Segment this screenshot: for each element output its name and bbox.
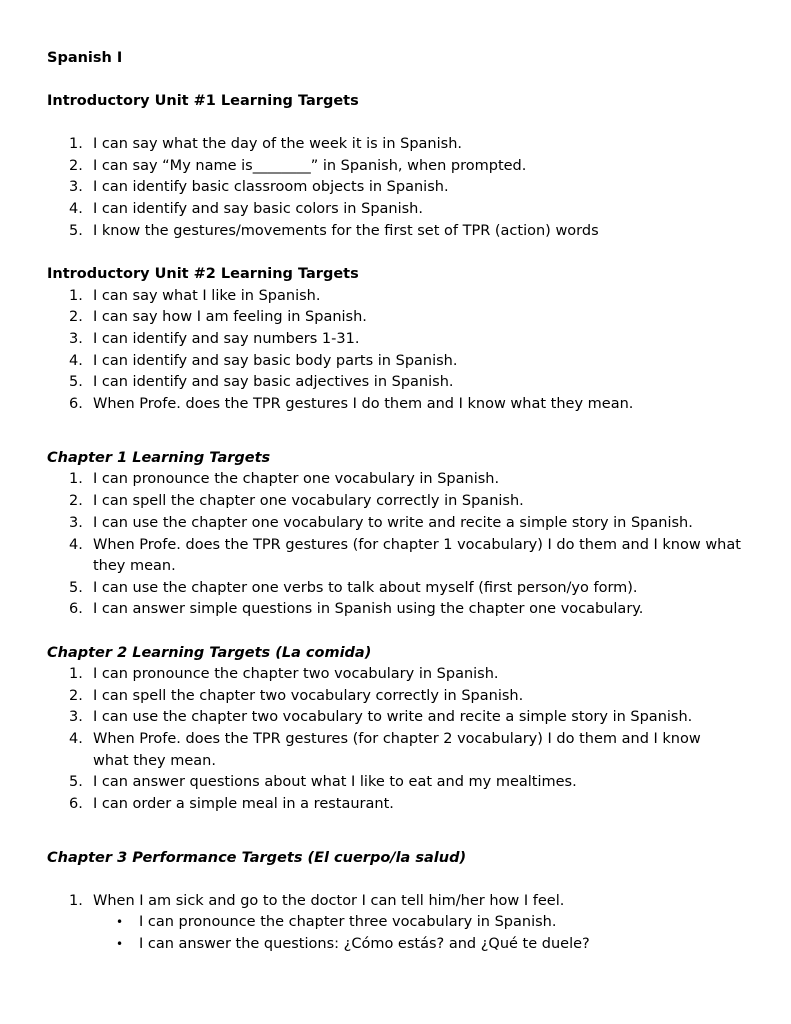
section-heading-chapter-3: Chapter 3 Performance Targets (El cuerpo/la salud) [47,850,467,866]
list-item-continuation: they mean. [93,558,176,574]
list-number: 3. [69,179,83,195]
bullet-dot: • [116,937,124,951]
list-item: I can identify and say basic adjectives in Spanish. [93,374,454,390]
list-number: 1. [69,136,83,152]
list-number: 6. [69,601,83,617]
list-item: I know the gestures/movements for the first set of TPR (action) words [93,223,599,239]
list-item: When Profe. does the TPR gestures I do them and I know what they mean. [93,396,634,412]
list-item: I can identify and say basic body parts in Spanish. [93,353,458,369]
bullet-dot: • [116,915,124,929]
list-number: 1. [69,666,83,682]
list-number: 3. [69,515,83,531]
list-number: 1. [69,471,83,487]
list-item: I can pronounce the chapter one vocabulary in Spanish. [93,471,500,487]
list-item: When Profe. does the TPR gestures (for chapter 1 vocabulary) I do them and I know what [93,537,741,553]
list-item: When Profe. does the TPR gestures (for chapter 2 vocabulary) I do them and I know [93,731,701,747]
section-heading-intro-unit-2: Introductory Unit #2 Learning Targets [47,266,359,282]
list-item: I can spell the chapter two vocabulary correctly in Spanish. [93,688,524,704]
list-number: 2. [69,158,83,174]
list-number: 4. [69,201,83,217]
list-number: 3. [69,331,83,347]
section-heading-chapter-2: Chapter 2 Learning Targets (La comida) [47,645,372,661]
list-item: I can answer questions about what I like to eat and my mealtimes. [93,774,577,790]
list-item: When I am sick and go to the doctor I can tell him/her how I feel. [93,893,565,909]
list-item: I can say what the day of the week it is in Spanish. [93,136,462,152]
bullet-item: I can pronounce the chapter three vocabulary in Spanish. [139,914,557,930]
document-title: Spanish I [47,50,123,66]
list-number: 6. [69,396,83,412]
list-item: I can spell the chapter one vocabulary correctly in Spanish. [93,493,524,509]
list-item: I can order a simple meal in a restaurant. [93,796,394,812]
list-number: 6. [69,796,83,812]
list-item: I can answer simple questions in Spanish using the chapter one vocabulary. [93,601,644,617]
list-number: 2. [69,493,83,509]
list-number: 5. [69,580,83,596]
list-item: I can identify and say numbers 1-31. [93,331,360,347]
list-item: I can say what I like in Spanish. [93,288,321,304]
section-heading-intro-unit-1: Introductory Unit #1 Learning Targets [47,93,359,109]
list-number: 5. [69,374,83,390]
list-item: I can pronounce the chapter two vocabulary in Spanish. [93,666,499,682]
list-number: 4. [69,537,83,553]
list-number: 1. [69,893,83,909]
list-number: 4. [69,731,83,747]
list-item: I can say “My name is________” in Spanish, when prompted. [93,158,527,174]
list-number: 2. [69,688,83,704]
list-item: I can use the chapter two vocabulary to write and recite a simple story in Spanish. [93,709,693,725]
list-item: I can use the chapter one verbs to talk about myself (first person/yo form). [93,580,638,596]
section-heading-chapter-1: Chapter 1 Learning Targets [47,450,271,466]
list-number: 5. [69,774,83,790]
list-item: I can identify basic classroom objects in Spanish. [93,179,449,195]
list-item: I can identify and say basic colors in Spanish. [93,201,423,217]
list-number: 5. [69,223,83,239]
list-number: 3. [69,709,83,725]
list-item: I can use the chapter one vocabulary to write and recite a simple story in Spanish. [93,515,693,531]
bullet-item: I can answer the questions: ¿Cómo estás? and ¿Qué te duele? [139,936,590,952]
list-number: 1. [69,288,83,304]
list-item: I can say how I am feeling in Spanish. [93,309,367,325]
list-number: 4. [69,353,83,369]
list-item-continuation: what they mean. [93,753,216,769]
list-number: 2. [69,309,83,325]
